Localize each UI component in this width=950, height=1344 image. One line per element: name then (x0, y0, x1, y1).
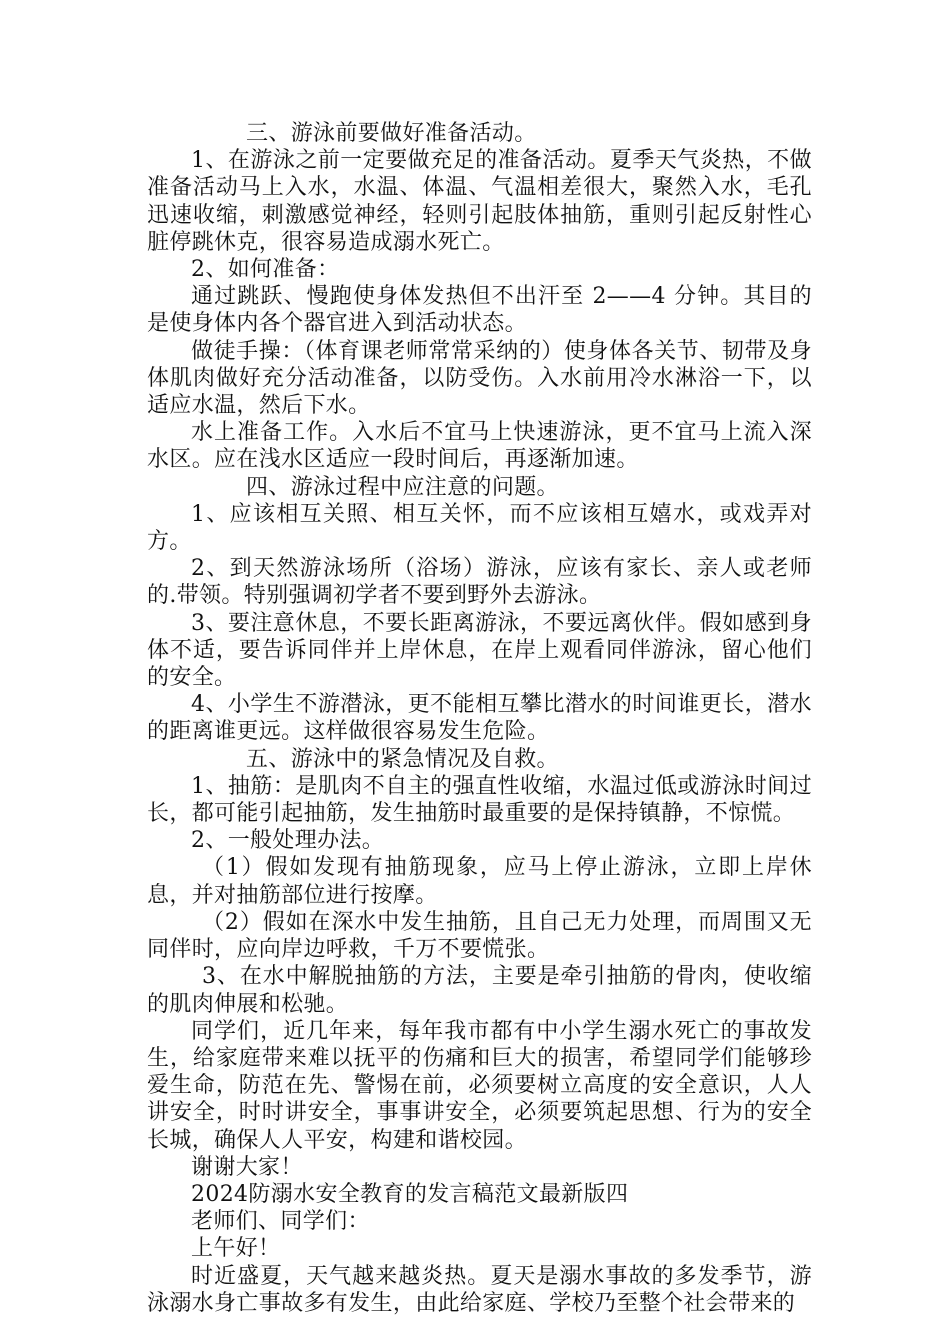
section-heading-3: 三、游泳前要做好准备活动。 (246, 121, 537, 146)
section-heading-5: 五、游泳中的紧急情况及自救。 (246, 746, 559, 772)
paragraph-3: 通过跳跃、慢跑使身体发热但不出汗至 2——4 分钟。其目的是使身体内各个器官进入到活动状态。 (147, 284, 812, 337)
paragraph-16: 3、在水中解脱抽筋的方法，主要是牵引抽筋的骨肉，使收缩的肌肉伸展和松驰。 (147, 964, 812, 1017)
document-page (147, 120, 812, 1317)
paragraph-8: 2、到天然游泳场所（浴场）游泳，应该有家长、亲人或老师的.带领。特别强调初学者不要到野外去游泳。 (147, 556, 812, 609)
paragraph-2: 2、如何准备： (191, 257, 340, 283)
paragraph-15: （2）假如在深水中发生抽筋，且自己无力处理，而周围又无同伴时，应向岸边呼救，千万不要慌张。 (147, 909, 812, 963)
paragraph-22: 时近盛夏，天气越来越炎热。夏天是溺水事故的多发季节，游泳溺水身亡事故多有发生，由此给家庭、学校乃至整个社会带来的 (147, 1263, 812, 1316)
paragraph-10: 4、小学生不游潜泳，更不能相互攀比潜水的时间谁更长，潜水的距离谁更远。这样做很容易发生危险。 (147, 692, 812, 745)
section-heading-4: 四、游泳过程中应注意的问题。 (246, 474, 559, 500)
greeting: 上午好！ (191, 1236, 281, 1262)
section-title-4: 2024防溺水安全教育的发言稿范文最新版四 (191, 1181, 629, 1207)
paragraph-1: 1、在游泳之前一定要做充足的准备活动。夏季天气炎热，不做准备活动马上入水，水温、体温、气温相差很大，聚然入水，毛孔迅速收缩，刺激感觉神经，轻则引起肢体抽筋，重则引起反射性心脏停跳休克，很容易造成溺水死亡。 (147, 148, 812, 255)
paragraph-17: 同学们，近几年来，每年我市都有中小学生溺水死亡的事故发生，给家庭带来难以抚平的伤痛和巨大的损害，希望同学们能够珍爱生命，防范在先、警惕在前，必须要树立高度的安全意识，人人讲安全，时时讲安全，事事讲安全，必须要筑起思想、行为的安全长城，确保人人平安，构建和谐校园。 (147, 1018, 812, 1153)
paragraph-18: 谢谢大家！ (191, 1154, 303, 1180)
paragraph-5: 水上准备工作。入水后不宜马上快速游泳，更不宜马上流入深水区。应在浅水区适应一段时间后，再逐渐加速。 (147, 420, 812, 473)
paragraph-7: 1、应该相互关照、相互关怀，而不应该相互嬉水，或戏弄对方。 (147, 501, 812, 555)
salutation: 老师们、同学们： (191, 1209, 370, 1235)
paragraph-12: 1、抽筋：是肌肉不自主的强直性收缩，水温过低或游泳时间过长，都可能引起抽筋，发生抽筋时最重要的是保持镇静，不惊慌。 (147, 773, 812, 827)
paragraph-14: （1）假如发现有抽筋现象，应马上停止游泳，立即上岸休息，并对抽筋部位进行按摩。 (147, 855, 812, 908)
paragraph-9: 3、要注意休息，不要长距离游泳，不要远离伙伴。假如感到身体不适，要告诉同伴并上岸休息，在岸上观看同伴游泳，留心他们的安全。 (147, 610, 812, 691)
paragraph-4: 做徒手操：（体育课老师常常采纳的）使身体各关节、韧带及身体肌肉做好充分活动准备，以防受伤。入水前用冷水淋浴一下，以适应水温，然后下水。 (147, 338, 812, 419)
paragraph-13: 2、一般处理办法。 (191, 828, 385, 854)
